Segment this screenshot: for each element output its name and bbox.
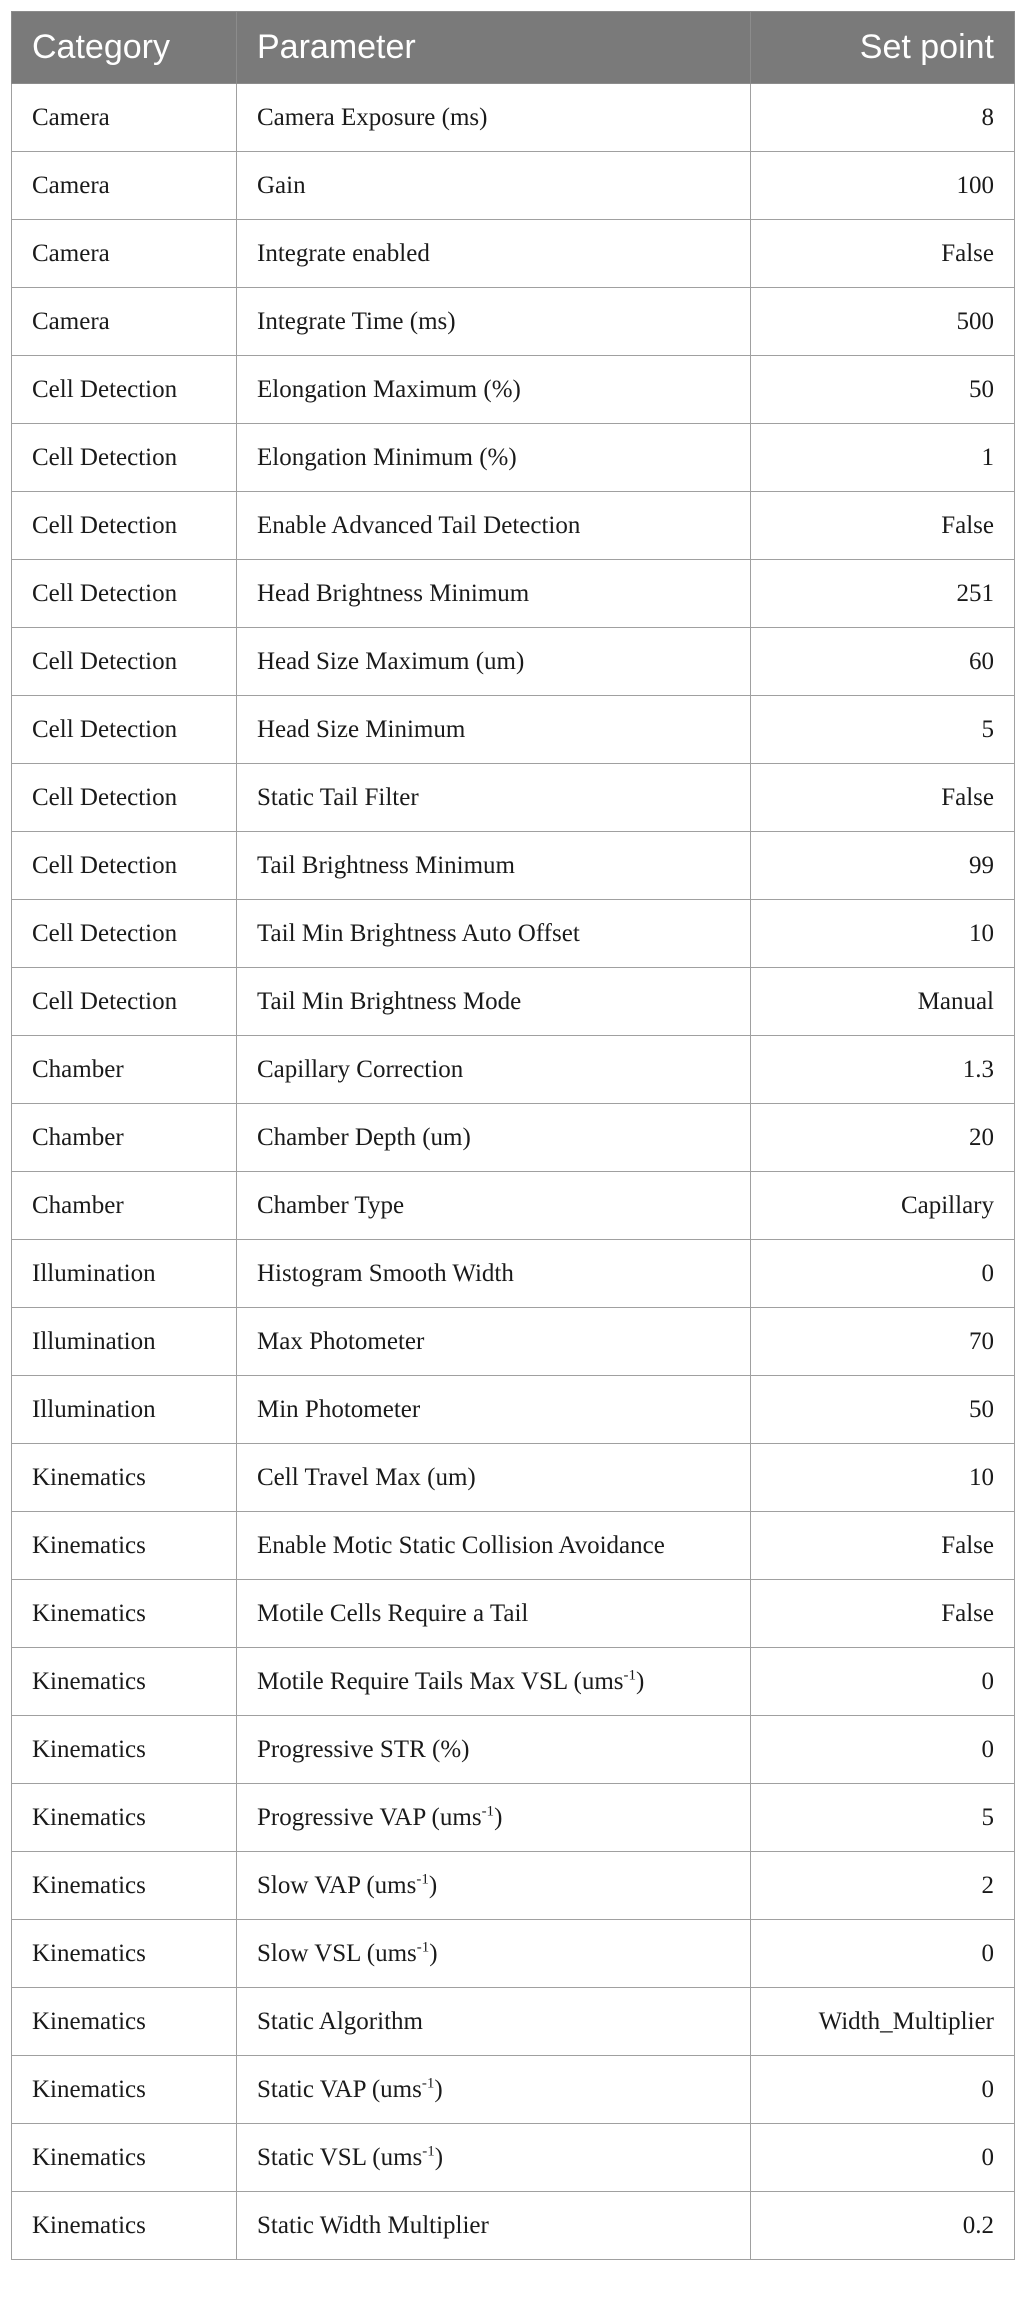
parameter-cell [237, 152, 751, 220]
set-point-cell: 500 [751, 288, 1015, 356]
table-row [12, 1512, 1015, 1580]
parameter-text: Integrate Time (ms) [257, 307, 456, 335]
table-row [12, 1172, 1015, 1240]
table-row [12, 356, 1015, 424]
set-point-cell: 50 [751, 1376, 1015, 1444]
parameter-text: Max Photometer [257, 1327, 425, 1355]
parameter-cell [237, 492, 751, 560]
parameter-cell [237, 968, 751, 1036]
parameter-text: Progressive VAP (ums [257, 1803, 482, 1831]
parameter-text: Progressive STR (%) [257, 1735, 470, 1763]
set-point-cell: 5 [751, 1784, 1015, 1852]
parameter-text: Head Brightness Minimum [257, 579, 530, 607]
parameter-text-suffix: ) [434, 2075, 443, 2103]
category-cell: Kinematics [12, 1716, 237, 1784]
table-row [12, 560, 1015, 628]
parameter-cell [237, 1716, 751, 1784]
parameter-text: Elongation Maximum (%) [257, 375, 521, 403]
set-point-cell: 0 [751, 2124, 1015, 2192]
header-row [12, 12, 1015, 84]
parameter-superscript: -1 [422, 2143, 435, 2160]
parameter-text: Tail Min Brightness Auto Offset [257, 919, 580, 947]
parameter-cell [237, 220, 751, 288]
set-point-cell: False [751, 220, 1015, 288]
parameter-text: Static Width Multiplier [257, 2211, 489, 2239]
table-row [12, 1036, 1015, 1104]
set-point-cell: False [751, 764, 1015, 832]
parameter-text: Gain [257, 171, 306, 199]
parameter-cell [237, 1036, 751, 1104]
table-row [12, 696, 1015, 764]
header-parameter: Parameter [237, 12, 751, 84]
table-row [12, 2056, 1015, 2124]
parameter-text: Enable Motic Static Collision Avoidance [257, 1531, 665, 1559]
parameter-cell [237, 424, 751, 492]
parameter-text: Static VSL (ums [257, 2143, 423, 2171]
table-row [12, 1580, 1015, 1648]
category-cell: Illumination [12, 1308, 237, 1376]
set-point-cell: 60 [751, 628, 1015, 696]
set-point-cell: 10 [751, 900, 1015, 968]
category-cell: Cell Detection [12, 900, 237, 968]
category-cell: Kinematics [12, 1920, 237, 1988]
set-point-cell: 99 [751, 832, 1015, 900]
parameter-text: Capillary Correction [257, 1055, 464, 1083]
table-row [12, 832, 1015, 900]
category-cell: Cell Detection [12, 832, 237, 900]
category-cell: Illumination [12, 1376, 237, 1444]
category-cell: Cell Detection [12, 764, 237, 832]
parameter-cell [237, 1648, 751, 1716]
table-row [12, 1920, 1015, 1988]
parameter-cell [237, 1784, 751, 1852]
parameter-superscript: -1 [481, 1803, 495, 1820]
set-point-cell: False [751, 492, 1015, 560]
parameter-cell [237, 288, 751, 356]
parameter-text-suffix: ) [636, 1667, 645, 1695]
category-cell: Chamber [12, 1172, 237, 1240]
table-row [12, 84, 1015, 152]
parameter-cell [237, 900, 751, 968]
category-cell: Cell Detection [12, 492, 237, 560]
category-cell: Cell Detection [12, 696, 237, 764]
table-row [12, 900, 1015, 968]
category-cell: Camera [12, 220, 237, 288]
set-point-cell: 0 [751, 1648, 1015, 1716]
parameter-text: Head Size Maximum (um) [257, 647, 525, 675]
parameter-cell [237, 696, 751, 764]
table-row [12, 1444, 1015, 1512]
set-point-cell: 10 [751, 1444, 1015, 1512]
table-body [12, 84, 1015, 2260]
parameter-cell [237, 1444, 751, 1512]
parameter-text: Chamber Depth (um) [257, 1123, 471, 1151]
set-point-cell: 0 [751, 1240, 1015, 1308]
parameter-cell [237, 2192, 751, 2260]
set-point-cell: Manual [751, 968, 1015, 1036]
set-point-cell: 50 [751, 356, 1015, 424]
parameter-cell [237, 1852, 751, 1920]
category-cell: Illumination [12, 1240, 237, 1308]
category-cell: Kinematics [12, 1580, 237, 1648]
category-cell: Cell Detection [12, 560, 237, 628]
parameter-text: Tail Min Brightness Mode [257, 987, 522, 1015]
category-cell: Camera [12, 288, 237, 356]
parameter-text: Static VAP (ums [257, 2075, 422, 2103]
table-row [12, 1240, 1015, 1308]
settings-table-container [11, 11, 1014, 2260]
category-cell: Kinematics [12, 2124, 237, 2192]
parameter-cell [237, 1988, 751, 2056]
parameter-superscript: -1 [416, 1939, 430, 1956]
set-point-cell: False [751, 1580, 1015, 1648]
category-cell: Kinematics [12, 1784, 237, 1852]
parameter-cell [237, 1580, 751, 1648]
parameter-text: Camera Exposure (ms) [257, 103, 488, 131]
set-point-cell: 0 [751, 1920, 1015, 1988]
parameter-cell [237, 1308, 751, 1376]
parameter-text: Cell Travel Max (um) [257, 1463, 476, 1491]
table-row [12, 220, 1015, 288]
set-point-cell: 20 [751, 1104, 1015, 1172]
parameter-cell [237, 1172, 751, 1240]
parameter-text: Slow VAP (ums [257, 1871, 417, 1899]
category-cell: Chamber [12, 1036, 237, 1104]
parameter-cell [237, 628, 751, 696]
parameter-text: Enable Advanced Tail Detection [257, 511, 581, 539]
set-point-cell: 1 [751, 424, 1015, 492]
category-cell: Kinematics [12, 1852, 237, 1920]
table-row [12, 1716, 1015, 1784]
header-set-point: Set point [751, 12, 1015, 84]
parameter-text-suffix: ) [494, 1803, 503, 1831]
category-cell: Kinematics [12, 2056, 237, 2124]
parameter-text: Static Tail Filter [257, 783, 419, 811]
table-row [12, 628, 1015, 696]
category-cell: Kinematics [12, 1444, 237, 1512]
category-cell: Cell Detection [12, 628, 237, 696]
table-row [12, 968, 1015, 1036]
parameter-text-suffix: ) [428, 1871, 438, 1899]
parameter-text: Min Photometer [257, 1395, 421, 1423]
set-point-cell: 0 [751, 1716, 1015, 1784]
parameter-text: Static Algorithm [257, 2007, 423, 2035]
parameter-cell [237, 560, 751, 628]
parameter-cell [237, 1920, 751, 1988]
set-point-cell: 0 [751, 2056, 1015, 2124]
set-point-cell: 5 [751, 696, 1015, 764]
category-cell: Kinematics [12, 1988, 237, 2056]
category-cell: Kinematics [12, 1648, 237, 1716]
table-row [12, 1852, 1015, 1920]
parameter-cell [237, 1104, 751, 1172]
set-point-cell: 8 [751, 84, 1015, 152]
parameter-text-suffix: ) [434, 2143, 444, 2171]
parameter-text: Motile Require Tails Max VSL (ums [257, 1667, 624, 1695]
parameter-cell [237, 1240, 751, 1308]
header-category: Category [12, 12, 237, 84]
parameter-cell [237, 1376, 751, 1444]
set-point-cell: 1.3 [751, 1036, 1015, 1104]
parameter-text: Motile Cells Require a Tail [257, 1599, 529, 1627]
category-cell: Cell Detection [12, 356, 237, 424]
table-row [12, 1784, 1015, 1852]
set-point-cell: 2 [751, 1852, 1015, 1920]
set-point-cell: Capillary [751, 1172, 1015, 1240]
table-header [12, 12, 1015, 84]
set-point-cell: 70 [751, 1308, 1015, 1376]
parameter-text: Elongation Minimum (%) [257, 443, 517, 471]
parameter-text: Tail Brightness Minimum [257, 851, 515, 879]
parameter-superscript: -1 [421, 2075, 435, 2092]
parameter-text: Head Size Minimum [257, 715, 466, 743]
category-cell: Cell Detection [12, 968, 237, 1036]
parameter-text: Integrate enabled [257, 239, 430, 267]
table-row [12, 1308, 1015, 1376]
set-point-cell: False [751, 1512, 1015, 1580]
table-row [12, 764, 1015, 832]
table-row [12, 288, 1015, 356]
set-point-cell: 0.2 [751, 2192, 1015, 2260]
table-row [12, 1988, 1015, 2056]
parameter-text: Chamber Type [257, 1191, 405, 1219]
table-row [12, 1104, 1015, 1172]
parameter-cell [237, 2124, 751, 2192]
parameter-text: Histogram Smooth Width [257, 1259, 514, 1287]
parameter-cell [237, 832, 751, 900]
table-row [12, 424, 1015, 492]
set-point-cell: 251 [751, 560, 1015, 628]
parameter-cell [237, 2056, 751, 2124]
parameter-text: Slow VSL (ums [257, 1939, 417, 1967]
category-cell: Kinematics [12, 2192, 237, 2260]
parameter-superscript: -1 [416, 1871, 429, 1888]
category-cell: Camera [12, 152, 237, 220]
category-cell: Chamber [12, 1104, 237, 1172]
settings-table [11, 11, 1015, 2260]
set-point-cell: Width_Multiplier [751, 1988, 1015, 2056]
category-cell: Kinematics [12, 1512, 237, 1580]
table-row [12, 2124, 1015, 2192]
parameter-cell [237, 764, 751, 832]
set-point-cell: 100 [751, 152, 1015, 220]
parameter-superscript: -1 [623, 1667, 637, 1684]
table-row [12, 1648, 1015, 1716]
parameter-cell [237, 1512, 751, 1580]
parameter-cell [237, 84, 751, 152]
parameter-text-suffix: ) [429, 1939, 438, 1967]
table-row [12, 152, 1015, 220]
parameter-cell [237, 356, 751, 424]
category-cell: Camera [12, 84, 237, 152]
table-row [12, 1376, 1015, 1444]
table-row [12, 492, 1015, 560]
category-cell: Cell Detection [12, 424, 237, 492]
table-row [12, 2192, 1015, 2260]
